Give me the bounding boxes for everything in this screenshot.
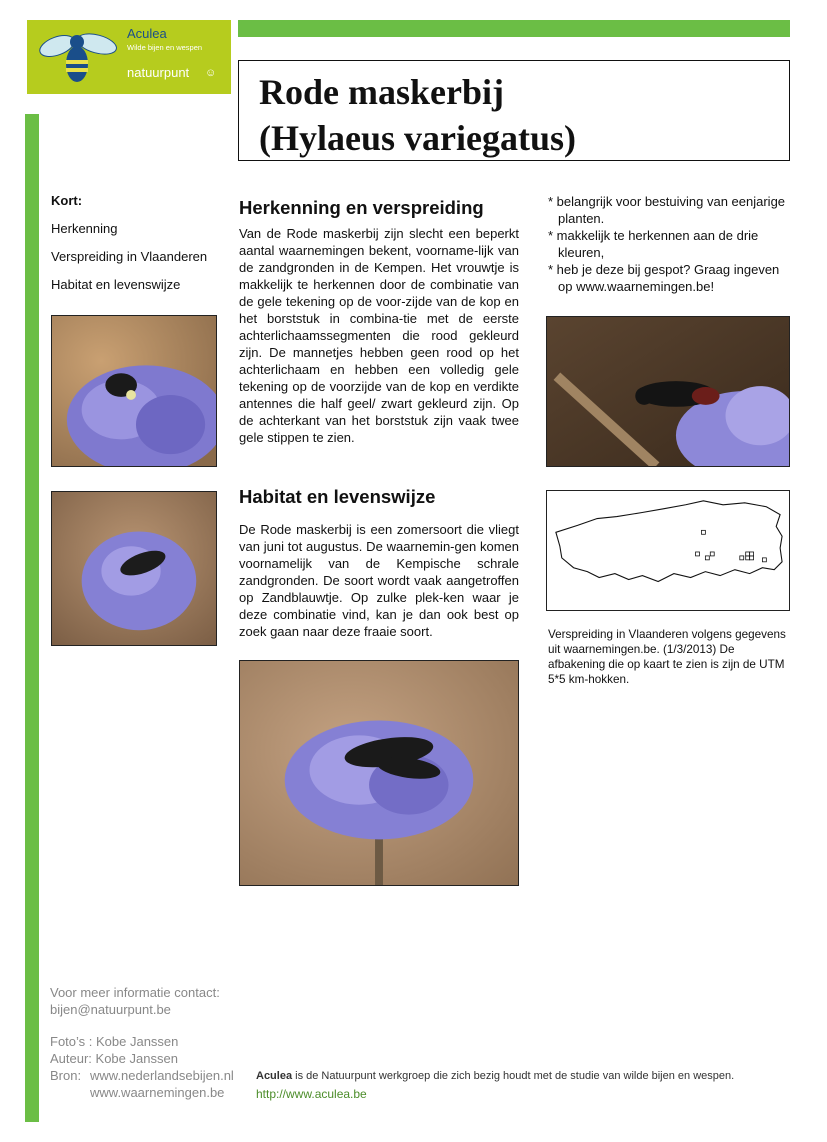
title-line-1: Rode maskerbij <box>259 72 504 112</box>
bee-logo-icon <box>35 24 121 90</box>
logo-tagline: Wilde bijen en wespen <box>127 43 203 52</box>
distribution-map <box>546 490 790 611</box>
nav-item-verspreiding[interactable]: Verspreiding in Vlaanderen <box>51 249 208 264</box>
key-fact-item: * heb je deze bij gespot? Graag ingeven op www.waarnemingen.be! <box>548 262 780 294</box>
bee-photo-2 <box>51 491 217 646</box>
source-label: Bron: <box>50 1068 82 1083</box>
top-accent-bar <box>238 20 790 37</box>
flanders-map-icon <box>547 491 789 610</box>
section-text-habitat: De Rode maskerbij is een zomersoort die vliegt van juni tot augustus. De waarnemin-gen komen voornamelijk van de Kempische schrale zandgronden. De soort wordt vaak aangetroffen op Zandblauwtje. Op zulke plek-ken waar je deze combinatie vind, kan je dan ook best op zoek gaan naar deze fraaie soort. <box>239 522 519 639</box>
section-heading-habitat: Habitat en levenswijze <box>239 486 436 507</box>
nav-heading: Kort: <box>51 193 83 208</box>
key-fact-item: * belangrijk voor bestuiving van eenjarige planten. <box>548 194 786 226</box>
side-accent-bar <box>25 114 39 1122</box>
bee-photo-center <box>239 660 519 886</box>
smile-icon: ☺ <box>205 67 217 79</box>
contact-label: Voor meer informatie contact: <box>50 985 220 1000</box>
section-text-herkenning: Van de Rode maskerbij zijn slecht een beperkt aantal waarnemingen bekent, voorname-lijk van de zandgronden in de Kempen. Het vrouwtje is makkelijk te herkennen door de combinatie van de gele tekening op de voor-zijde van de kop en het borststuk in combina-tie met de eerste achterlichaamssegmenten die rood gekleurd zijn. De mannetjes hebben geen rood op het achterlichaam en hebben een volledig gele tekening op de voorzijde van de kop en verdikte antennes die half geel/ zwart gekleurd zijn. Op de achterkant van het borststuk zijn vaak twee gele stippen te zien. <box>239 226 519 445</box>
source-link-2[interactable]: www.waarnemingen.be <box>90 1085 225 1100</box>
org-name: Aculea <box>256 1070 293 1082</box>
bee-photo-right <box>546 316 790 467</box>
aculea-logo <box>27 20 231 94</box>
title-line-2: (Hylaeus variegatus) <box>259 118 576 158</box>
org-text: is de Natuurpunt werkgroep die zich bezig houdt met de studie van wilde bijen en wespen. <box>292 1070 735 1082</box>
author-credit: Auteur: Kobe Janssen <box>50 1051 178 1066</box>
map-caption: Verspreiding in Vlaanderen volgens gegevens uit waarnemingen.be. (1/3/2013) De afbakening die op kaart te zien is zijn de UTM 5*5 km-hokken. <box>548 628 786 686</box>
photo-credit: Foto’s : Kobe Janssen <box>50 1034 179 1049</box>
section-heading-herkenning: Herkenning en verspreiding <box>239 197 484 218</box>
key-fact-item: * makkelijk te herkennen aan de drie kleuren, <box>548 228 759 260</box>
org-url-link[interactable]: http://www.aculea.be <box>256 1087 367 1101</box>
logo-name: Aculea <box>127 26 167 41</box>
bee-photo-1 <box>51 315 217 467</box>
logo-org: natuurpunt <box>127 65 190 80</box>
nav-item-habitat[interactable]: Habitat en levenswijze <box>51 277 181 292</box>
contact-email[interactable]: bijen@natuurpunt.be <box>50 1002 171 1017</box>
org-statement <box>256 1070 734 1082</box>
nav-item-herkenning[interactable]: Herkenning <box>51 221 118 236</box>
source-link-1[interactable]: www.nederlandsebijen.nl <box>90 1068 234 1083</box>
page-title <box>238 60 790 161</box>
key-facts-list <box>548 193 793 295</box>
